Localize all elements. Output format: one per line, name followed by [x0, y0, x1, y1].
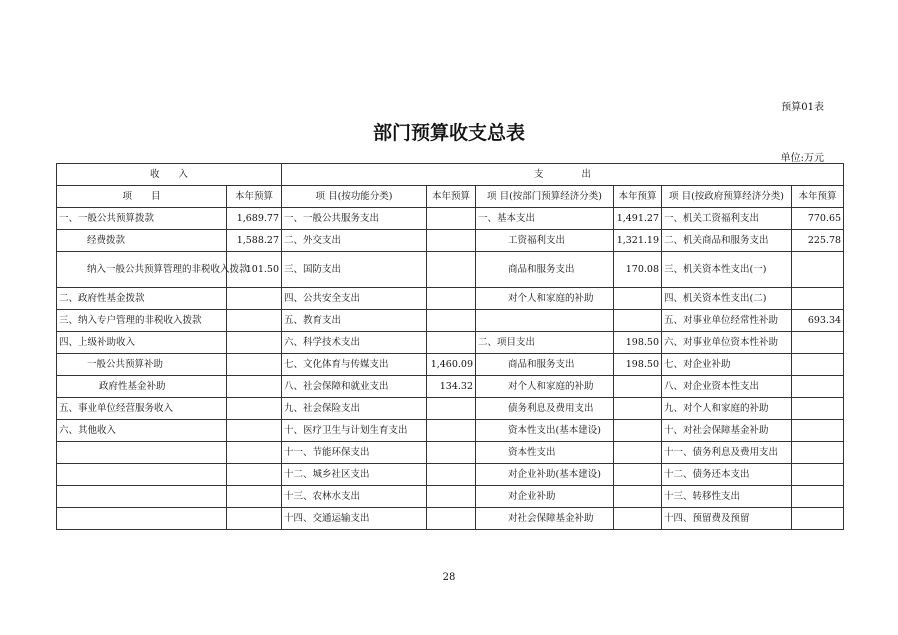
dept-econ-item: 对企业补助(基本建设) [476, 464, 614, 486]
dept-econ-item: 对个人和家庭的补助 [476, 288, 614, 310]
gov-econ-item: 四、机关资本性支出(二) [662, 288, 792, 310]
dept-econ-item: 二、项目支出 [476, 332, 614, 354]
income-item: 纳入一般公共预算管理的非税收入拨款 [57, 252, 227, 288]
header-row-1 [57, 164, 844, 186]
table-row [57, 486, 844, 508]
page-number: 28 [442, 572, 456, 583]
gov-econ-value [792, 376, 844, 398]
func-value: 1,460.09 [427, 354, 476, 376]
table-row [57, 332, 844, 354]
func-item: 十二、城乡社区支出 [282, 464, 427, 486]
income-item [57, 508, 227, 530]
header-row-2 [57, 186, 844, 208]
dept-econ-value: 198.50 [614, 354, 662, 376]
func-item: 九、社会保险支出 [282, 398, 427, 420]
func-item: 十四、交通运输支出 [282, 508, 427, 530]
income-header: 收 入 [57, 164, 282, 186]
dept-econ-value [614, 376, 662, 398]
income-item: 六、其他收入 [57, 420, 227, 442]
dept-econ-value: 198.50 [614, 332, 662, 354]
dept-econ-item: 商品和服务支出 [476, 252, 614, 288]
dept-econ-item: 商品和服务支出 [476, 354, 614, 376]
table-row [57, 508, 844, 530]
func-value [427, 420, 476, 442]
gov-econ-value: 693.34 [792, 310, 844, 332]
gov-econ-item: 一、机关工资福利支出 [662, 208, 792, 230]
dept-econ-value [614, 420, 662, 442]
dept-econ-item: 一、基本支出 [476, 208, 614, 230]
gov-econ-value [792, 464, 844, 486]
gov-econ-item: 九、对个人和家庭的补助 [662, 398, 792, 420]
func-item: 十三、农林水支出 [282, 486, 427, 508]
dept-econ-item: 对个人和家庭的补助 [476, 376, 614, 398]
income-item [57, 442, 227, 464]
gov-econ-item: 三、机关资本性支出(一) [662, 252, 792, 288]
gov-econ-value [792, 332, 844, 354]
gov-econ-value [792, 486, 844, 508]
table-row [57, 288, 844, 310]
gov-econ-value [792, 354, 844, 376]
dept-econ-item: 工资福利支出 [476, 230, 614, 252]
dept-econ-value [614, 288, 662, 310]
table-row [57, 464, 844, 486]
func-value [427, 464, 476, 486]
func-item: 五、教育支出 [282, 310, 427, 332]
func-item: 四、公共安全支出 [282, 288, 427, 310]
func-item: 十一、节能环保支出 [282, 442, 427, 464]
table-row [57, 208, 844, 230]
func-value [427, 230, 476, 252]
table-row [57, 376, 844, 398]
income-value [227, 310, 282, 332]
income-item: 三、纳入专户管理的非税收入拨款 [57, 310, 227, 332]
dept-econ-value [614, 464, 662, 486]
table-row [57, 230, 844, 252]
func-value [427, 310, 476, 332]
dept-econ-budget-header: 本年预算 [614, 186, 662, 208]
gov-econ-item: 十四、预留费及预留 [662, 508, 792, 530]
gov-econ-budget-header: 本年预算 [792, 186, 844, 208]
func-value [427, 486, 476, 508]
func-value [427, 288, 476, 310]
income-item: 政府性基金补助 [57, 376, 227, 398]
income-item: 二、政府性基金拨款 [57, 288, 227, 310]
func-item-header: 项 目(按功能分类) [282, 186, 427, 208]
income-item: 一般公共预算补助 [57, 354, 227, 376]
gov-econ-value [792, 398, 844, 420]
gov-econ-value: 770.65 [792, 208, 844, 230]
gov-econ-value: 225.78 [792, 230, 844, 252]
income-budget-header: 本年预算 [227, 186, 282, 208]
gov-econ-item: 六、对事业单位资本性补助 [662, 332, 792, 354]
income-item-header: 项 目 [57, 186, 227, 208]
gov-econ-item: 七、对企业补助 [662, 354, 792, 376]
func-item: 六、科学技术支出 [282, 332, 427, 354]
gov-econ-value [792, 288, 844, 310]
dept-econ-item [476, 310, 614, 332]
income-item: 五、事业单位经营服务收入 [57, 398, 227, 420]
income-item: 一、一般公共预算拨款 [57, 208, 227, 230]
gov-econ-value [792, 252, 844, 288]
income-value [227, 288, 282, 310]
income-item: 四、上级补助收入 [57, 332, 227, 354]
dept-econ-item-header: 项 目(按部门预算经济分类) [476, 186, 614, 208]
dept-econ-value: 1,321.19 [614, 230, 662, 252]
dept-econ-value [614, 310, 662, 332]
func-value [427, 252, 476, 288]
dept-econ-value [614, 398, 662, 420]
income-item [57, 464, 227, 486]
gov-econ-item: 十二、债务还本支出 [662, 464, 792, 486]
income-item [57, 486, 227, 508]
page-title: 部门预算收支总表 [372, 122, 525, 144]
func-item: 十、医疗卫生与计划生育支出 [282, 420, 427, 442]
income-value [227, 376, 282, 398]
func-value [427, 332, 476, 354]
income-value [227, 420, 282, 442]
func-value [427, 442, 476, 464]
gov-econ-item: 五、对事业单位经常性补助 [662, 310, 792, 332]
table-row [57, 354, 844, 376]
dept-econ-item: 对社会保障基金补助 [476, 508, 614, 530]
func-item: 七、文化体育与传媒支出 [282, 354, 427, 376]
func-item: 一、一般公共服务支出 [282, 208, 427, 230]
dept-econ-item: 对企业补助 [476, 486, 614, 508]
gov-econ-item: 八、对企业资本性支出 [662, 376, 792, 398]
unit-label: 单位:万元 [780, 153, 824, 164]
income-value [227, 398, 282, 420]
income-value [227, 332, 282, 354]
income-value [227, 508, 282, 530]
table-row [57, 252, 844, 288]
income-value [227, 464, 282, 486]
table-code: 预算01表 [781, 102, 824, 113]
income-value: 1,588.27 [227, 230, 282, 252]
income-value [227, 442, 282, 464]
dept-econ-value [614, 508, 662, 530]
func-value: 134.32 [427, 376, 476, 398]
func-item: 三、国防支出 [282, 252, 427, 288]
income-item: 经费拨款 [57, 230, 227, 252]
gov-econ-value [792, 442, 844, 464]
dept-econ-value [614, 442, 662, 464]
income-value: 101.50 [227, 252, 282, 288]
income-value [227, 354, 282, 376]
dept-econ-item: 资本性支出(基本建设) [476, 420, 614, 442]
dept-econ-item: 债务利息及费用支出 [476, 398, 614, 420]
table-row [57, 310, 844, 332]
gov-econ-item-header: 项 目(按政府预算经济分类) [662, 186, 792, 208]
expense-header: 支 出 [282, 164, 844, 186]
gov-econ-item: 十一、债务利息及费用支出 [662, 442, 792, 464]
table-row [57, 420, 844, 442]
func-item: 二、外交支出 [282, 230, 427, 252]
budget-table [56, 163, 844, 530]
gov-econ-value [792, 420, 844, 442]
func-value [427, 508, 476, 530]
table-row [57, 442, 844, 464]
income-value [227, 486, 282, 508]
func-value [427, 208, 476, 230]
dept-econ-value: 1,491.27 [614, 208, 662, 230]
table-row [57, 398, 844, 420]
gov-econ-item: 二、机关商品和服务支出 [662, 230, 792, 252]
dept-econ-value [614, 486, 662, 508]
dept-econ-value: 170.08 [614, 252, 662, 288]
gov-econ-item: 十三、转移性支出 [662, 486, 792, 508]
gov-econ-item: 十、对社会保障基金补助 [662, 420, 792, 442]
func-value [427, 398, 476, 420]
gov-econ-value [792, 508, 844, 530]
dept-econ-item: 资本性支出 [476, 442, 614, 464]
func-item: 八、社会保障和就业支出 [282, 376, 427, 398]
income-value: 1,689.77 [227, 208, 282, 230]
func-budget-header: 本年预算 [427, 186, 476, 208]
